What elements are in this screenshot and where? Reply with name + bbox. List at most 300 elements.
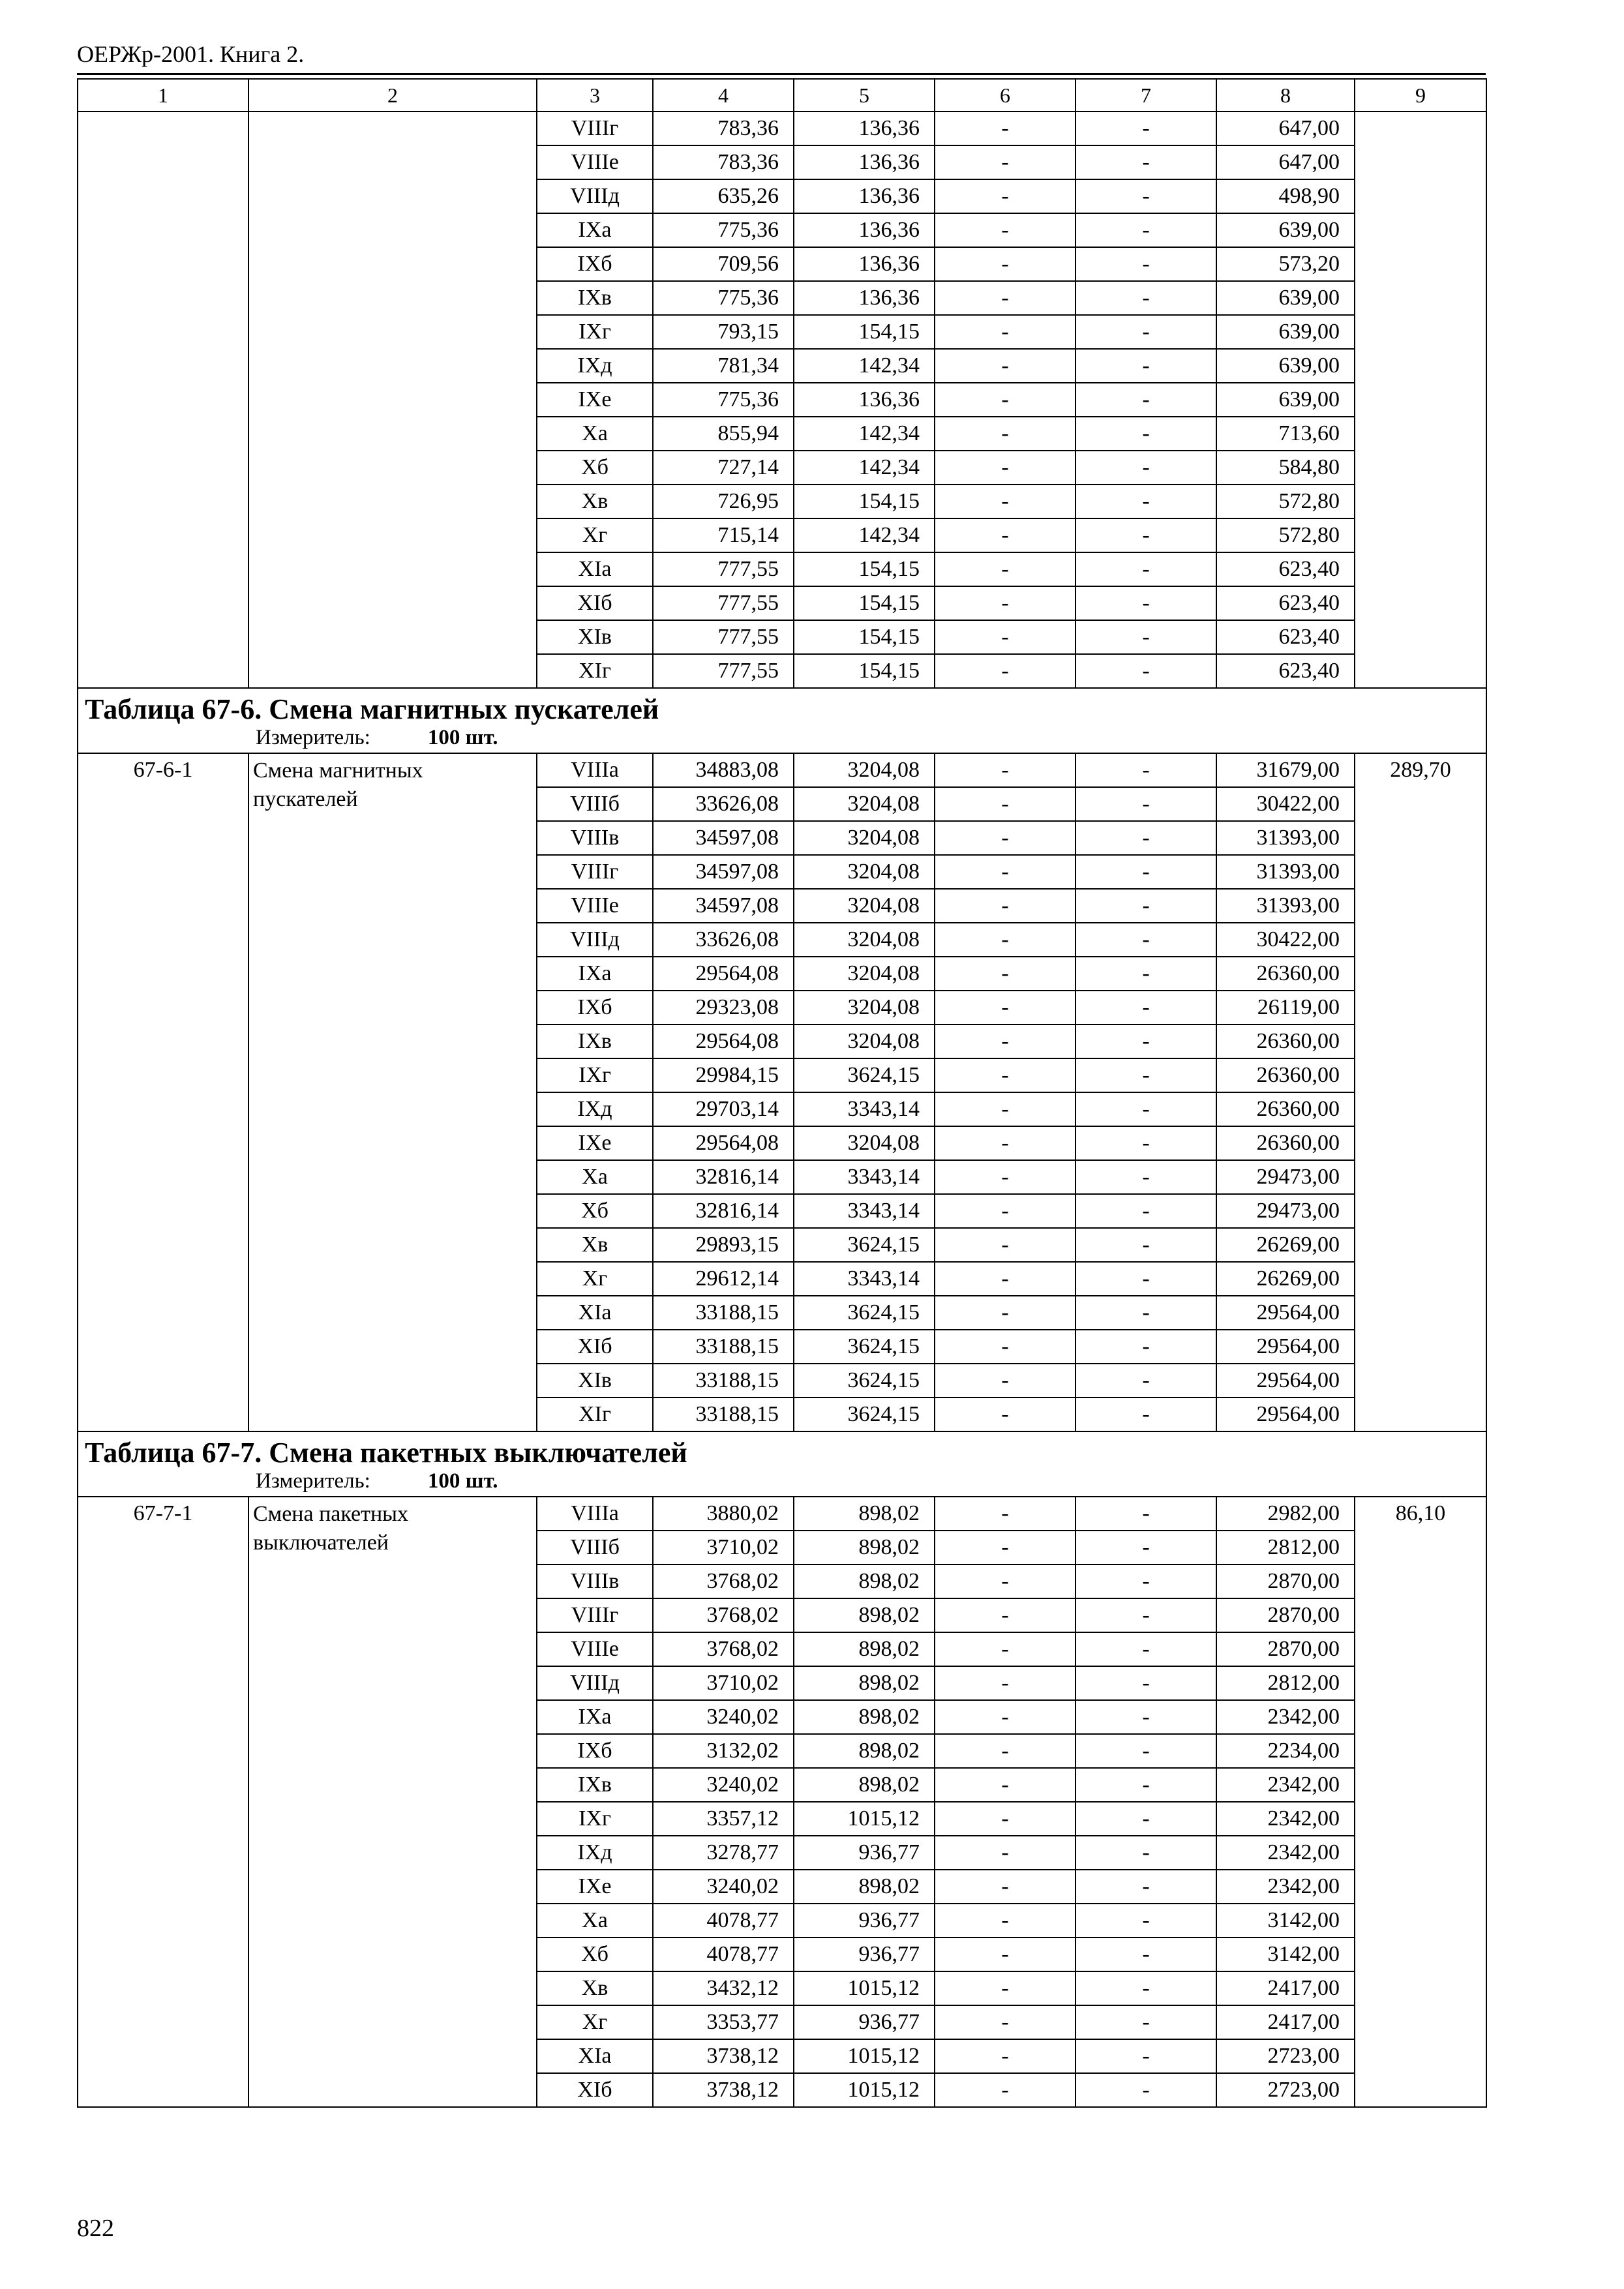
wage-cell: 3624,15: [794, 1330, 935, 1364]
materials-cost-cell: 639,00: [1216, 281, 1355, 315]
labor-rate-cell: 289,70: [1355, 753, 1486, 1431]
materials-cost-cell: 623,40: [1216, 552, 1355, 586]
total-cost-cell: 4078,77: [653, 1904, 794, 1937]
column-number: 6: [935, 79, 1075, 112]
machine-wage-cell: -: [1075, 923, 1216, 957]
region-code-cell: VIIIб: [537, 787, 653, 821]
machine-wage-cell: -: [1075, 889, 1216, 923]
region-code-cell: XIб: [537, 2073, 653, 2107]
machine-wage-cell: -: [1075, 213, 1216, 247]
wage-cell: 3204,08: [794, 923, 935, 957]
total-cost-cell: 777,55: [653, 620, 794, 654]
materials-cost-cell: 2342,00: [1216, 1836, 1355, 1870]
total-cost-cell: 783,36: [653, 112, 794, 145]
total-cost-cell: 29703,14: [653, 1092, 794, 1126]
machine-cost-cell: -: [935, 654, 1075, 688]
machine-cost-cell: -: [935, 1836, 1075, 1870]
machine-wage-cell: -: [1075, 179, 1216, 213]
wage-cell: 136,36: [794, 145, 935, 179]
total-cost-cell: 3768,02: [653, 1598, 794, 1632]
region-code-cell: IXе: [537, 383, 653, 417]
total-cost-cell: 727,14: [653, 451, 794, 485]
total-cost-cell: 32816,14: [653, 1194, 794, 1228]
wage-cell: 136,36: [794, 179, 935, 213]
machine-wage-cell: -: [1075, 315, 1216, 349]
machine-cost-cell: -: [935, 383, 1075, 417]
machine-wage-cell: -: [1075, 552, 1216, 586]
wage-cell: 898,02: [794, 1734, 935, 1768]
column-number: 2: [248, 79, 537, 112]
total-cost-cell: 33188,15: [653, 1398, 794, 1431]
machine-wage-cell: -: [1075, 1262, 1216, 1296]
region-code-cell: VIIIв: [537, 1564, 653, 1598]
measure-line: [85, 1469, 1479, 1496]
machine-cost-cell: -: [935, 1398, 1075, 1431]
total-cost-cell: 3880,02: [653, 1497, 794, 1531]
wage-cell: 936,77: [794, 1836, 935, 1870]
total-cost-cell: 3240,02: [653, 1700, 794, 1734]
region-code-cell: IXе: [537, 1870, 653, 1904]
total-cost-cell: 34597,08: [653, 855, 794, 889]
machine-cost-cell: -: [935, 2039, 1075, 2073]
materials-cost-cell: 26269,00: [1216, 1262, 1355, 1296]
machine-wage-cell: -: [1075, 1228, 1216, 1262]
section-cell: [78, 688, 1486, 753]
machine-cost-cell: -: [935, 485, 1075, 518]
total-cost-cell: 775,36: [653, 281, 794, 315]
wage-cell: 154,15: [794, 586, 935, 620]
wage-cell: 1015,12: [794, 1802, 935, 1836]
region-code-cell: XIа: [537, 2039, 653, 2073]
wage-cell: 898,02: [794, 1598, 935, 1632]
machine-wage-cell: -: [1075, 1802, 1216, 1836]
materials-cost-cell: 3142,00: [1216, 1937, 1355, 1971]
machine-wage-cell: -: [1075, 349, 1216, 383]
wage-cell: 3624,15: [794, 1228, 935, 1262]
materials-cost-cell: 31679,00: [1216, 753, 1355, 787]
materials-cost-cell: 26360,00: [1216, 1092, 1355, 1126]
wage-cell: 3343,14: [794, 1262, 935, 1296]
materials-cost-cell: 29564,00: [1216, 1296, 1355, 1330]
materials-cost-cell: 29564,00: [1216, 1398, 1355, 1431]
region-code-cell: Xб: [537, 1937, 653, 1971]
materials-cost-cell: 584,80: [1216, 451, 1355, 485]
total-cost-cell: 715,14: [653, 518, 794, 552]
wage-cell: 898,02: [794, 1497, 935, 1531]
total-cost-cell: 33626,08: [653, 923, 794, 957]
machine-cost-cell: -: [935, 1870, 1075, 1904]
wage-cell: 136,36: [794, 112, 935, 145]
wage-cell: 142,34: [794, 518, 935, 552]
machine-cost-cell: -: [935, 1632, 1075, 1666]
machine-cost-cell: -: [935, 112, 1075, 145]
machine-cost-cell: -: [935, 620, 1075, 654]
region-code-cell: IXа: [537, 1700, 653, 1734]
machine-wage-cell: -: [1075, 1937, 1216, 1971]
total-cost-cell: 3353,77: [653, 2005, 794, 2039]
wage-cell: 3204,08: [794, 855, 935, 889]
machine-cost-cell: -: [935, 1296, 1075, 1330]
materials-cost-cell: 26360,00: [1216, 957, 1355, 991]
materials-cost-cell: 2723,00: [1216, 2039, 1355, 2073]
region-code-cell: VIIIг: [537, 1598, 653, 1632]
wage-cell: 154,15: [794, 654, 935, 688]
machine-cost-cell: -: [935, 1666, 1075, 1700]
region-code-cell: IXд: [537, 349, 653, 383]
total-cost-cell: 29984,15: [653, 1058, 794, 1092]
region-code-cell: Xв: [537, 1228, 653, 1262]
materials-cost-cell: 2812,00: [1216, 1531, 1355, 1564]
machine-wage-cell: -: [1075, 1768, 1216, 1802]
machine-wage-cell: -: [1075, 821, 1216, 855]
measure-unit: 100 шт.: [427, 1469, 498, 1493]
total-cost-cell: 3710,02: [653, 1531, 794, 1564]
region-code-cell: IXг: [537, 315, 653, 349]
machine-wage-cell: -: [1075, 1398, 1216, 1431]
section-title: Таблица 67-6. Смена магнитных пускателей: [85, 693, 659, 725]
region-code-cell: VIIIг: [537, 112, 653, 145]
machine-wage-cell: -: [1075, 957, 1216, 991]
region-code-cell: Xа: [537, 1160, 653, 1194]
region-code-cell: IXд: [537, 1092, 653, 1126]
total-cost-cell: 3278,77: [653, 1836, 794, 1870]
region-code-cell: VIIIг: [537, 855, 653, 889]
region-code-cell: Xг: [537, 1262, 653, 1296]
total-cost-cell: 4078,77: [653, 1937, 794, 1971]
total-cost-cell: 29564,08: [653, 1025, 794, 1058]
machine-cost-cell: -: [935, 957, 1075, 991]
machine-wage-cell: -: [1075, 2039, 1216, 2073]
code-cell: 67-7-1: [78, 1497, 248, 2107]
machine-wage-cell: -: [1075, 112, 1216, 145]
machine-wage-cell: -: [1075, 1971, 1216, 2005]
materials-cost-cell: 498,90: [1216, 179, 1355, 213]
region-code-cell: VIIIе: [537, 889, 653, 923]
machine-wage-cell: -: [1075, 1836, 1216, 1870]
column-number: 7: [1075, 79, 1216, 112]
total-cost-cell: 34597,08: [653, 889, 794, 923]
region-code-cell: XIв: [537, 620, 653, 654]
total-cost-cell: 3768,02: [653, 1632, 794, 1666]
materials-cost-cell: 26269,00: [1216, 1228, 1355, 1262]
machine-wage-cell: -: [1075, 1598, 1216, 1632]
materials-cost-cell: 29473,00: [1216, 1194, 1355, 1228]
total-cost-cell: 635,26: [653, 179, 794, 213]
materials-cost-cell: 29473,00: [1216, 1160, 1355, 1194]
machine-cost-cell: -: [935, 1904, 1075, 1937]
region-code-cell: VIIIд: [537, 1666, 653, 1700]
materials-cost-cell: 2342,00: [1216, 1870, 1355, 1904]
region-code-cell: Xб: [537, 451, 653, 485]
region-code-cell: XIб: [537, 586, 653, 620]
table-row: [78, 1497, 1486, 1531]
total-cost-cell: 777,55: [653, 552, 794, 586]
wage-cell: 898,02: [794, 1870, 935, 1904]
materials-cost-cell: 639,00: [1216, 315, 1355, 349]
total-cost-cell: 29564,08: [653, 1126, 794, 1160]
table-section-header: [78, 1431, 1486, 1497]
total-cost-cell: 29612,14: [653, 1262, 794, 1296]
machine-wage-cell: -: [1075, 417, 1216, 451]
machine-cost-cell: -: [935, 855, 1075, 889]
section-cell: [78, 1431, 1486, 1497]
machine-wage-cell: -: [1075, 1700, 1216, 1734]
machine-wage-cell: -: [1075, 1564, 1216, 1598]
wage-cell: 154,15: [794, 620, 935, 654]
measure-label: Измеритель:: [256, 726, 370, 749]
total-cost-cell: 29323,08: [653, 991, 794, 1025]
region-code-cell: IXе: [537, 1126, 653, 1160]
machine-wage-cell: -: [1075, 145, 1216, 179]
region-code-cell: IXд: [537, 1836, 653, 1870]
total-cost-cell: 3738,12: [653, 2039, 794, 2073]
region-code-cell: Xв: [537, 485, 653, 518]
machine-wage-cell: -: [1075, 586, 1216, 620]
region-code-cell: IXа: [537, 957, 653, 991]
total-cost-cell: 3132,02: [653, 1734, 794, 1768]
total-cost-cell: 726,95: [653, 485, 794, 518]
work-name-cell: Смена магнитных пускателей: [248, 753, 537, 1431]
column-number: 5: [794, 79, 935, 112]
materials-cost-cell: 2342,00: [1216, 1700, 1355, 1734]
wage-cell: 154,15: [794, 552, 935, 586]
materials-cost-cell: 623,40: [1216, 654, 1355, 688]
machine-wage-cell: -: [1075, 753, 1216, 787]
materials-cost-cell: 31393,00: [1216, 855, 1355, 889]
region-code-cell: VIIIа: [537, 753, 653, 787]
wage-cell: 3204,08: [794, 1025, 935, 1058]
materials-cost-cell: 3142,00: [1216, 1904, 1355, 1937]
machine-wage-cell: -: [1075, 620, 1216, 654]
work-name-cell: [248, 112, 537, 688]
machine-cost-cell: -: [935, 1364, 1075, 1398]
machine-wage-cell: -: [1075, 451, 1216, 485]
region-code-cell: XIб: [537, 1330, 653, 1364]
materials-cost-cell: 31393,00: [1216, 821, 1355, 855]
wage-cell: 1015,12: [794, 1971, 935, 2005]
column-number: 1: [78, 79, 248, 112]
total-cost-cell: 709,56: [653, 247, 794, 281]
wage-cell: 3343,14: [794, 1160, 935, 1194]
wage-cell: 3343,14: [794, 1092, 935, 1126]
wage-cell: 154,15: [794, 485, 935, 518]
materials-cost-cell: 2342,00: [1216, 1802, 1355, 1836]
total-cost-cell: 3710,02: [653, 1666, 794, 1700]
machine-cost-cell: -: [935, 1160, 1075, 1194]
machine-cost-cell: -: [935, 417, 1075, 451]
region-code-cell: IXб: [537, 247, 653, 281]
machine-wage-cell: -: [1075, 1497, 1216, 1531]
table-row: [78, 112, 1486, 145]
materials-cost-cell: 29564,00: [1216, 1330, 1355, 1364]
machine-wage-cell: -: [1075, 1632, 1216, 1666]
region-code-cell: Xг: [537, 2005, 653, 2039]
region-code-cell: XIг: [537, 654, 653, 688]
machine-cost-cell: -: [935, 1700, 1075, 1734]
wage-cell: 3624,15: [794, 1398, 935, 1431]
wage-cell: 136,36: [794, 213, 935, 247]
region-code-cell: XIв: [537, 1364, 653, 1398]
wage-cell: 1015,12: [794, 2073, 935, 2107]
materials-cost-cell: 639,00: [1216, 383, 1355, 417]
total-cost-cell: 3738,12: [653, 2073, 794, 2107]
region-code-cell: IXг: [537, 1058, 653, 1092]
materials-cost-cell: 2870,00: [1216, 1632, 1355, 1666]
machine-cost-cell: -: [935, 1937, 1075, 1971]
materials-cost-cell: 26360,00: [1216, 1025, 1355, 1058]
header-rule: [77, 73, 1486, 75]
machine-wage-cell: -: [1075, 1058, 1216, 1092]
total-cost-cell: 3240,02: [653, 1870, 794, 1904]
machine-wage-cell: -: [1075, 485, 1216, 518]
machine-wage-cell: -: [1075, 787, 1216, 821]
wage-cell: 936,77: [794, 1904, 935, 1937]
wage-cell: 142,34: [794, 349, 935, 383]
machine-cost-cell: -: [935, 821, 1075, 855]
machine-wage-cell: -: [1075, 1870, 1216, 1904]
machine-wage-cell: -: [1075, 281, 1216, 315]
machine-wage-cell: -: [1075, 1092, 1216, 1126]
materials-cost-cell: 2417,00: [1216, 2005, 1355, 2039]
machine-wage-cell: -: [1075, 1904, 1216, 1937]
materials-cost-cell: 30422,00: [1216, 787, 1355, 821]
materials-cost-cell: 647,00: [1216, 145, 1355, 179]
materials-cost-cell: 2870,00: [1216, 1564, 1355, 1598]
column-number: 4: [653, 79, 794, 112]
machine-cost-cell: -: [935, 247, 1075, 281]
region-code-cell: IXв: [537, 281, 653, 315]
machine-cost-cell: -: [935, 1802, 1075, 1836]
wage-cell: 1015,12: [794, 2039, 935, 2073]
region-code-cell: VIIIв: [537, 821, 653, 855]
machine-cost-cell: -: [935, 1598, 1075, 1632]
machine-wage-cell: -: [1075, 855, 1216, 889]
machine-cost-cell: -: [935, 1768, 1075, 1802]
materials-cost-cell: 26119,00: [1216, 991, 1355, 1025]
materials-cost-cell: 2723,00: [1216, 2073, 1355, 2107]
wage-cell: 136,36: [794, 383, 935, 417]
materials-cost-cell: 30422,00: [1216, 923, 1355, 957]
section-title: Таблица 67-7. Смена пакетных выключателей: [85, 1437, 687, 1469]
materials-cost-cell: 639,00: [1216, 213, 1355, 247]
machine-wage-cell: -: [1075, 1734, 1216, 1768]
measure-unit: 100 шт.: [427, 726, 498, 749]
machine-cost-cell: -: [935, 552, 1075, 586]
total-cost-cell: 3240,02: [653, 1768, 794, 1802]
materials-cost-cell: 647,00: [1216, 112, 1355, 145]
machine-cost-cell: -: [935, 1330, 1075, 1364]
wage-cell: 3343,14: [794, 1194, 935, 1228]
region-code-cell: IXб: [537, 991, 653, 1025]
region-code-cell: VIIIд: [537, 923, 653, 957]
machine-cost-cell: -: [935, 145, 1075, 179]
machine-wage-cell: -: [1075, 383, 1216, 417]
wage-cell: 3204,08: [794, 889, 935, 923]
region-code-cell: IXв: [537, 1025, 653, 1058]
machine-cost-cell: -: [935, 1025, 1075, 1058]
machine-cost-cell: -: [935, 1262, 1075, 1296]
wage-cell: 898,02: [794, 1632, 935, 1666]
materials-cost-cell: 26360,00: [1216, 1058, 1355, 1092]
wage-cell: 936,77: [794, 2005, 935, 2039]
region-code-cell: Xа: [537, 1904, 653, 1937]
machine-cost-cell: -: [935, 2005, 1075, 2039]
total-cost-cell: 29893,15: [653, 1228, 794, 1262]
wage-cell: 898,02: [794, 1564, 935, 1598]
materials-cost-cell: 713,60: [1216, 417, 1355, 451]
total-cost-cell: 33188,15: [653, 1296, 794, 1330]
machine-cost-cell: -: [935, 281, 1075, 315]
machine-wage-cell: -: [1075, 1666, 1216, 1700]
total-cost-cell: 33626,08: [653, 787, 794, 821]
total-cost-cell: 33188,15: [653, 1330, 794, 1364]
wage-cell: 136,36: [794, 281, 935, 315]
region-code-cell: IXг: [537, 1802, 653, 1836]
region-code-cell: Xа: [537, 417, 653, 451]
machine-cost-cell: -: [935, 315, 1075, 349]
machine-cost-cell: -: [935, 349, 1075, 383]
machine-cost-cell: -: [935, 179, 1075, 213]
materials-cost-cell: 2417,00: [1216, 1971, 1355, 2005]
machine-cost-cell: -: [935, 451, 1075, 485]
materials-cost-cell: 29564,00: [1216, 1364, 1355, 1398]
machine-wage-cell: -: [1075, 247, 1216, 281]
machine-cost-cell: -: [935, 1734, 1075, 1768]
materials-cost-cell: 572,80: [1216, 518, 1355, 552]
materials-cost-cell: 639,00: [1216, 349, 1355, 383]
materials-cost-cell: 2870,00: [1216, 1598, 1355, 1632]
region-code-cell: XIг: [537, 1398, 653, 1431]
materials-cost-cell: 31393,00: [1216, 889, 1355, 923]
wage-cell: 3624,15: [794, 1364, 935, 1398]
total-cost-cell: 781,34: [653, 349, 794, 383]
wage-cell: 3204,08: [794, 787, 935, 821]
table-section-header: [78, 688, 1486, 753]
materials-cost-cell: 572,80: [1216, 485, 1355, 518]
machine-wage-cell: -: [1075, 991, 1216, 1025]
total-cost-cell: 793,15: [653, 315, 794, 349]
column-number-row: [78, 79, 1486, 112]
machine-cost-cell: -: [935, 1126, 1075, 1160]
column-number: 3: [537, 79, 653, 112]
total-cost-cell: 34597,08: [653, 821, 794, 855]
machine-cost-cell: -: [935, 1058, 1075, 1092]
region-code-cell: VIIIа: [537, 1497, 653, 1531]
wage-cell: 142,34: [794, 417, 935, 451]
wage-cell: 3204,08: [794, 1126, 935, 1160]
materials-cost-cell: 573,20: [1216, 247, 1355, 281]
region-code-cell: VIIIе: [537, 145, 653, 179]
region-code-cell: XIа: [537, 552, 653, 586]
labor-rate-cell: [1355, 112, 1486, 688]
materials-cost-cell: 2812,00: [1216, 1666, 1355, 1700]
region-code-cell: VIIIб: [537, 1531, 653, 1564]
wage-cell: 898,02: [794, 1768, 935, 1802]
wage-cell: 136,36: [794, 247, 935, 281]
wage-cell: 898,02: [794, 1666, 935, 1700]
materials-cost-cell: 26360,00: [1216, 1126, 1355, 1160]
machine-wage-cell: -: [1075, 1025, 1216, 1058]
machine-wage-cell: -: [1075, 1296, 1216, 1330]
table-row: [78, 753, 1486, 787]
machine-cost-cell: -: [935, 518, 1075, 552]
machine-cost-cell: -: [935, 213, 1075, 247]
wage-cell: 936,77: [794, 1937, 935, 1971]
total-cost-cell: 29564,08: [653, 957, 794, 991]
machine-wage-cell: -: [1075, 654, 1216, 688]
wage-cell: 3204,08: [794, 753, 935, 787]
wage-cell: 3624,15: [794, 1058, 935, 1092]
